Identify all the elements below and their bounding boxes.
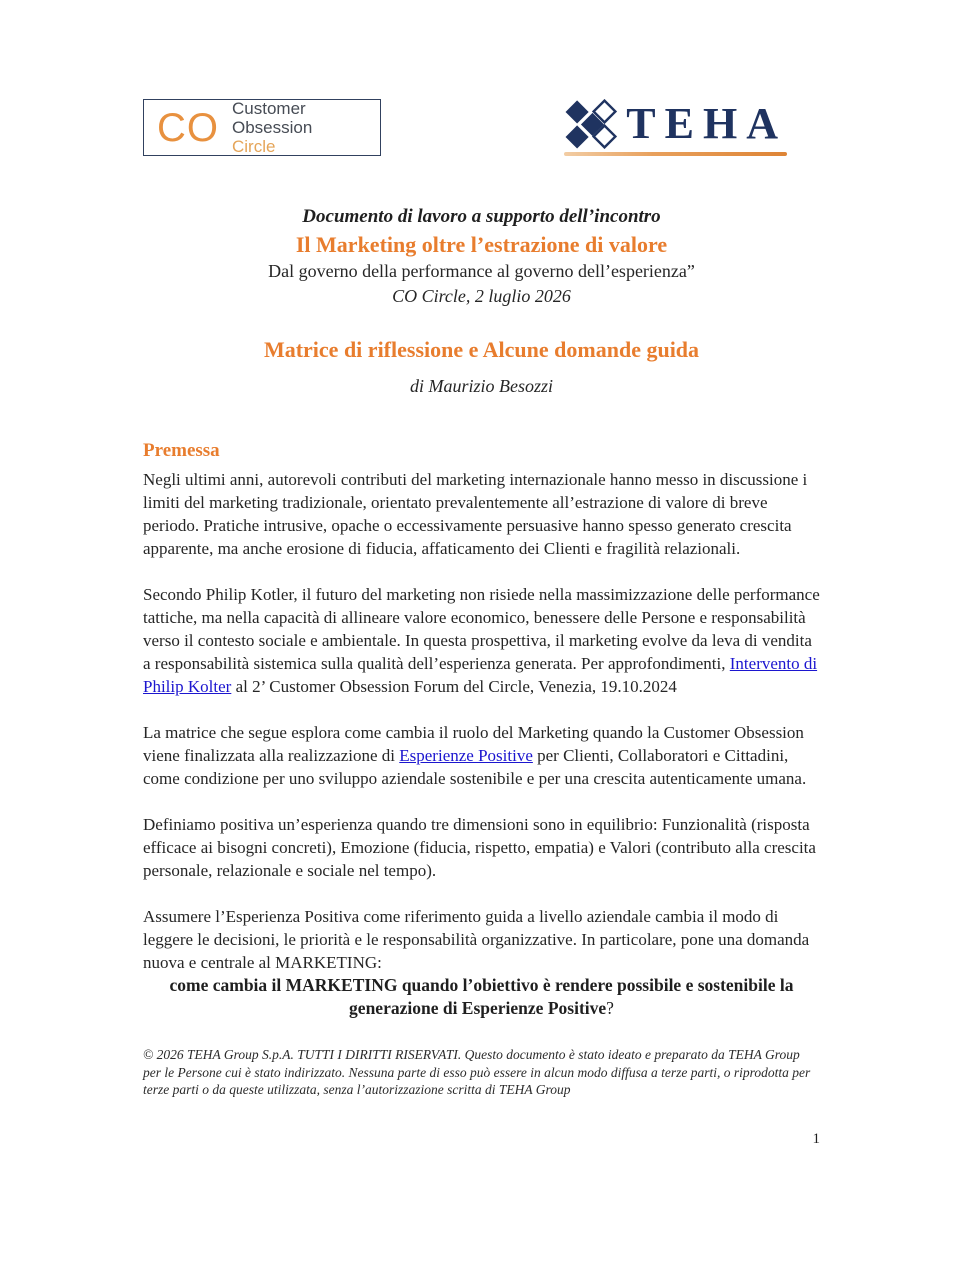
- section-title: Matrice di riflessione e Alcune domande guida: [263, 337, 700, 362]
- paragraph-1: Negli ultimi anni, autorevoli contributi del marketing internazionale hanno messo in discussione i limiti del marketing tradizionale, orientato prevalentemente all’estrazione di valore di breve periodo. Pratiche intrusive, opache o eccessivamente persuasive hanno spesso generato crescita apparente, ma anche erosione di fiducia, affaticamento dei Clienti e fragilità relazionali.: [143, 470, 808, 558]
- paragraph-2-text-after: al 2’ Customer Obsession Forum del Circle, Venezia, 19.10.2024: [231, 677, 677, 696]
- author-line: di Maurizio Besozzi: [409, 376, 553, 396]
- teha-logo-row: [564, 99, 787, 149]
- paragraph-4: Definiamo positiva un’esperienza quando tre dimensioni sono in equilibrio: Funzionalità (risposta efficace ai bisogni concreti), Emozione (fiducia, rispetto, empatia) e Valori (contributo alla crescita personale, relazionale e sociale nel tempo).: [143, 815, 816, 880]
- co-circle-logo: [143, 99, 381, 156]
- premessa-heading: Premessa: [143, 440, 220, 461]
- paragraph-3-text-after: per Clienti, Collaboratori e Cittadini, come condizione per uno sviluppo aziendale sostenibile e per una crescita autenticamente umana.: [143, 746, 807, 788]
- key-question-bold: come cambia il MARKETING quando l’obiettivo è rendere possibile e sostenibile la generazione di Esperienze Positive: [169, 975, 794, 1018]
- esperienze-positive-link[interactable]: Esperienze Positive: [399, 746, 533, 765]
- document-kicker: Documento di lavoro a supporto dell’incontro: [302, 206, 661, 227]
- teha-diamond-icon: [564, 99, 620, 149]
- teha-logo-text: TEHA: [626, 99, 787, 148]
- page-header: [143, 99, 820, 156]
- philip-kotler-link[interactable]: Intervento di Philip Kolter: [143, 654, 818, 696]
- paragraph-2: [143, 583, 820, 698]
- co-logo-text: [232, 98, 380, 156]
- teha-logo: [564, 99, 787, 156]
- teha-logo-underline: [564, 152, 787, 156]
- co-logo-line2: Circle: [232, 136, 276, 156]
- copyright-notice: © 2026 TEHA Group S.p.A. TUTTI I DIRITTI RISERVATI. Questo documento è stato ideato e preparato da TEHA Group per le Persone cui è stato indirizzato. Nessuna parte di esso può essere in alcun modo diffusa a terze parti, o riprodotta per terze parti o da queste utilizzata, senza l’autorizzazione scritta di TEHA Group: [143, 1047, 811, 1097]
- document-title: Il Marketing oltre l’estrazione di valore: [295, 232, 668, 257]
- co-logo-acronym: CO: [157, 105, 219, 150]
- paragraph-3: [143, 721, 820, 790]
- paragraph-2-text: Secondo Philip Kotler, il futuro del marketing non risiede nella massimizzazione delle performance tattiche, ma nella capacità di allineare valore economico, benessere delle Persone e responsabilità verso il contesto sociale e ambientale. In questa prospettiva, il marketing evolve da leva di vendita a responsabilità sistemica sulla qualità dell’esperienza generata. Per approfondimenti,: [143, 585, 820, 673]
- paragraph-3-text: La matrice che segue esplora come cambia il ruolo del Marketing quando la Customer Obsession viene finalizzata alla realizzazione di: [143, 723, 804, 765]
- paragraph-5: Assumere l’Esperienza Positiva come riferimento guida a livello aziendale cambia il modo di leggere le decisioni, le priorità e le responsabilità organizzative. In particolare, pone una domanda nuova e centrale al MARKETING:: [143, 907, 810, 972]
- document-subtitle: Dal governo della performance al governo dell’esperienza”: [268, 261, 695, 281]
- key-question-mark: ?: [606, 998, 614, 1018]
- co-logo-line1: Customer Obsession: [232, 99, 313, 138]
- page-number: 1: [812, 1130, 820, 1147]
- key-question: [143, 974, 820, 1020]
- event-date-line: CO Circle, 2 luglio 2026: [392, 286, 571, 306]
